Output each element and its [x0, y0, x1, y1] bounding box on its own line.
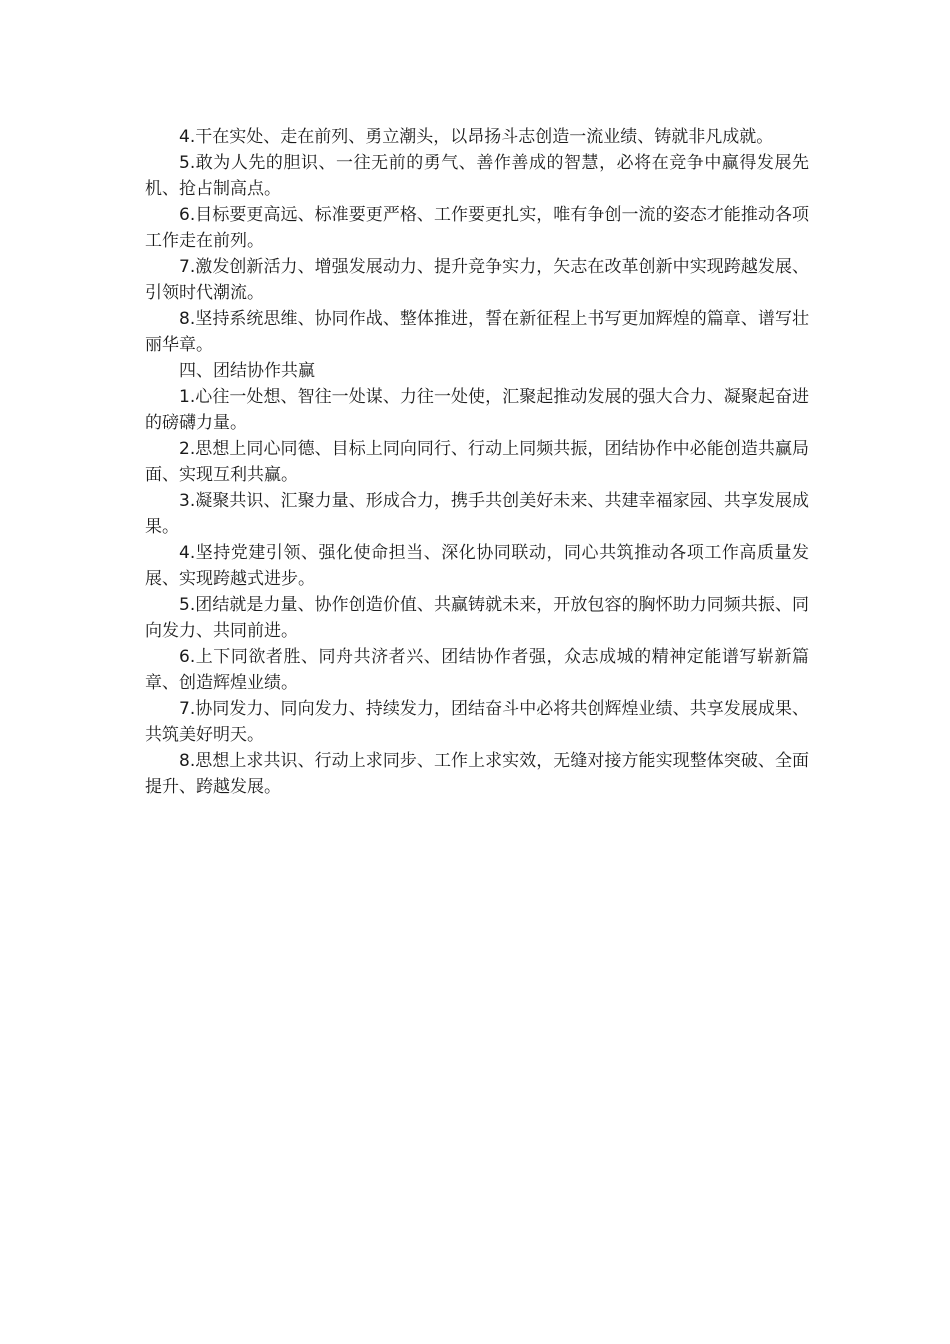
section-paragraph-2: 2.思想上同心同德、目标上同向同行、行动上同频共振，团结协作中必能创造共赢局面、实现互利共赢。: [145, 439, 809, 485]
section-paragraph-1: 1.心往一处想、智往一处谋、力往一处使，汇聚起推动发展的强大合力、凝聚起奋进的磅礴力量。: [145, 387, 809, 433]
document-page: [145, 124, 809, 800]
section-paragraph-3: 3.凝聚共识、汇聚力量、形成合力，携手共创美好未来、共建幸福家园、共享发展成果。: [145, 491, 809, 537]
section-paragraph-6: 6.上下同欲者胜、同舟共济者兴、团结协作者强，众志成城的精神定能谱写崭新篇章、创造辉煌业绩。: [145, 647, 809, 693]
section-paragraph-5: 5.团结就是力量、协作创造价值、共赢铸就未来，开放包容的胸怀助力同频共振、同向发力、共同前进。: [145, 595, 809, 641]
paragraph-6: 6.目标要更高远、标准要更严格、工作要更扎实，唯有争创一流的姿态才能推动各项工作走在前列。: [145, 205, 809, 251]
section-heading: 四、团结协作共赢: [179, 361, 315, 381]
section-paragraph-7: 7.协同发力、同向发力、持续发力，团结奋斗中必将共创辉煌业绩、共享发展成果、共筑美好明天。: [145, 699, 809, 745]
section-paragraph-8: 8.思想上求共识、行动上求同步、工作上求实效，无缝对接方能实现整体突破、全面提升、跨越发展。: [145, 751, 809, 797]
paragraph-7: 7.激发创新活力、增强发展动力、提升竞争实力，矢志在改革创新中实现跨越发展、引领时代潮流。: [145, 257, 809, 303]
section-paragraph-4: 4.坚持党建引领、强化使命担当、深化协同联动，同心共筑推动各项工作高质量发展、实现跨越式进步。: [145, 543, 809, 589]
paragraph-5: 5.敢为人先的胆识、一往无前的勇气、善作善成的智慧，必将在竞争中赢得发展先机、抢占制高点。: [145, 153, 809, 199]
paragraph-4: 4.干在实处、走在前列、勇立潮头，以昂扬斗志创造一流业绩、铸就非凡成就。: [179, 127, 774, 147]
paragraph-8: 8.坚持系统思维、协同作战、整体推进，誓在新征程上书写更加辉煌的篇章、谱写壮丽华章。: [145, 309, 809, 355]
